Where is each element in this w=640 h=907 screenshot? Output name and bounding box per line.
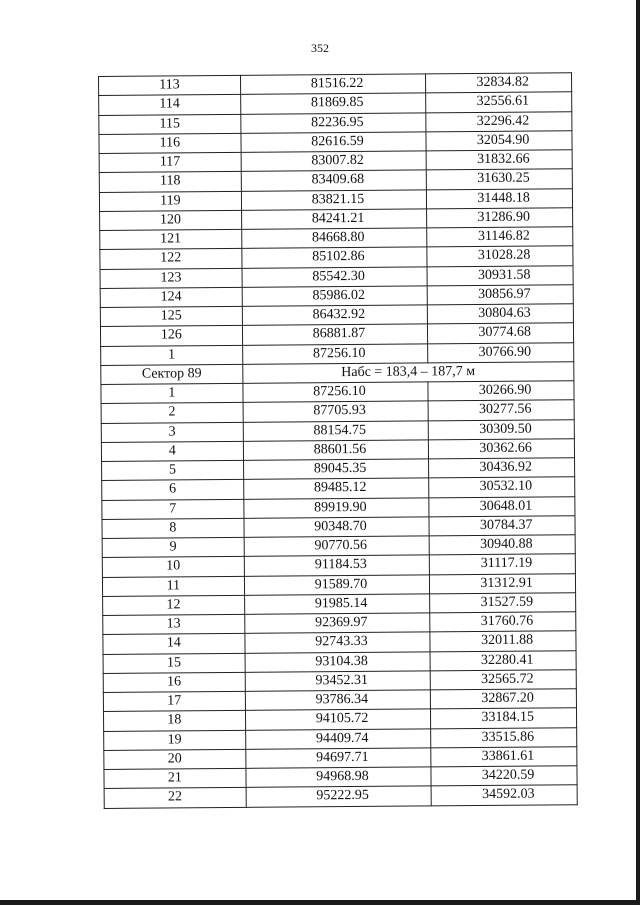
y-coordinate-cell: 32280.41 [430, 650, 576, 670]
x-coordinate-cell: 93786.34 [245, 690, 431, 711]
y-coordinate-cell: 30931.58 [427, 265, 573, 285]
x-coordinate-cell: 85542.30 [242, 266, 428, 287]
point-number-cell: 16 [103, 672, 245, 692]
x-coordinate-cell: 93452.31 [245, 671, 431, 692]
y-coordinate-cell: 30309.50 [428, 419, 574, 439]
y-coordinate-cell: 33515.86 [431, 727, 577, 747]
point-number-cell: 17 [103, 691, 245, 711]
x-coordinate-cell: 89485.12 [243, 478, 429, 499]
y-coordinate-cell: 30362.66 [429, 439, 575, 459]
point-number-cell: 8 [102, 518, 244, 538]
x-coordinate-cell: 92369.97 [244, 613, 430, 634]
point-number-cell: 122 [100, 249, 242, 269]
x-coordinate-cell: 89919.90 [244, 497, 430, 518]
x-coordinate-cell: 94105.72 [245, 709, 431, 730]
table-row [104, 785, 577, 808]
sector-label: Сектор 89 [101, 364, 243, 384]
point-number-cell: 123 [100, 268, 242, 288]
point-number-cell: 121 [100, 229, 242, 249]
point-number-cell: 2 [101, 403, 243, 423]
y-coordinate-cell: 30277.56 [428, 400, 574, 420]
point-number-cell: 5 [102, 460, 244, 480]
point-number-cell: 116 [99, 133, 241, 153]
point-number-cell: 114 [99, 95, 241, 115]
x-coordinate-cell: 91985.14 [244, 594, 430, 615]
y-coordinate-cell: 31760.76 [430, 612, 576, 632]
x-coordinate-cell: 95222.95 [246, 786, 432, 807]
table-body-top [99, 73, 574, 365]
point-number-cell: 117 [99, 152, 241, 172]
point-number-cell: 18 [103, 711, 245, 731]
x-coordinate-cell: 83821.15 [241, 189, 427, 210]
x-coordinate-cell: 87705.93 [243, 401, 429, 422]
x-coordinate-cell: 88154.75 [243, 420, 429, 441]
point-number-cell: 115 [99, 114, 241, 134]
y-coordinate-cell: 32834.82 [426, 73, 572, 93]
point-number-cell: 20 [104, 749, 246, 769]
point-number-cell: 1 [101, 383, 243, 403]
x-coordinate-cell: 90770.56 [244, 536, 430, 557]
y-coordinate-cell: 32011.88 [430, 631, 576, 651]
x-coordinate-cell: 84668.80 [241, 228, 427, 249]
y-coordinate-cell: 30266.90 [428, 381, 574, 401]
x-coordinate-cell: 91184.53 [244, 555, 430, 576]
y-coordinate-cell: 31312.91 [430, 573, 576, 593]
y-coordinate-cell: 32054.90 [426, 131, 572, 151]
y-coordinate-cell: 31286.90 [427, 208, 573, 228]
point-number-cell: 119 [99, 191, 241, 211]
point-number-cell: 1 [101, 345, 243, 365]
x-coordinate-cell: 93104.38 [245, 651, 431, 672]
y-coordinate-cell: 30648.01 [429, 496, 575, 516]
x-coordinate-cell: 94409.74 [245, 728, 431, 749]
point-number-cell: 14 [103, 634, 245, 654]
x-coordinate-cell: 81869.85 [240, 93, 426, 114]
x-coordinate-cell: 90348.70 [244, 517, 430, 538]
y-coordinate-cell: 31527.59 [430, 593, 576, 613]
y-coordinate-cell: 34220.59 [431, 766, 577, 786]
point-number-cell: 125 [100, 306, 242, 326]
x-coordinate-cell: 87256.10 [242, 343, 428, 364]
y-coordinate-cell: 31832.66 [426, 150, 572, 170]
x-coordinate-cell: 91589.70 [244, 574, 430, 595]
x-coordinate-cell: 82616.59 [241, 132, 427, 153]
point-number-cell: 126 [100, 326, 242, 346]
sector-height-range: Набс = 183,4 – 187,7 м [242, 362, 573, 384]
y-coordinate-cell: 31117.19 [430, 554, 576, 574]
y-coordinate-cell: 30774.68 [428, 323, 574, 343]
y-coordinate-cell: 32296.42 [426, 111, 572, 131]
point-number-cell: 4 [101, 441, 243, 461]
point-number-cell: 11 [102, 576, 244, 596]
point-number-cell: 21 [104, 768, 246, 788]
point-number-cell: 7 [102, 499, 244, 519]
y-coordinate-cell: 32565.72 [430, 670, 576, 690]
y-coordinate-cell: 33861.61 [431, 747, 577, 767]
x-coordinate-cell: 86432.92 [242, 305, 428, 326]
point-number-cell: 10 [102, 557, 244, 577]
x-coordinate-cell: 94697.71 [245, 748, 431, 769]
y-coordinate-cell: 30766.90 [428, 342, 574, 362]
x-coordinate-cell: 85986.02 [242, 286, 428, 307]
page-number: 352 [311, 41, 329, 55]
y-coordinate-cell: 31028.28 [427, 246, 573, 266]
y-coordinate-cell: 30804.63 [428, 304, 574, 324]
point-number-cell: 118 [99, 172, 241, 192]
point-number-cell: 124 [100, 287, 242, 307]
x-coordinate-cell: 82236.95 [241, 112, 427, 133]
point-number-cell: 15 [103, 653, 245, 673]
table-body-bottom [101, 381, 577, 808]
x-coordinate-cell: 84241.21 [241, 209, 427, 230]
point-number-cell: 120 [100, 210, 242, 230]
x-coordinate-cell: 88601.56 [243, 440, 429, 461]
x-coordinate-cell: 94968.98 [246, 767, 432, 788]
x-coordinate-cell: 85102.86 [242, 247, 428, 268]
x-coordinate-cell: 83409.68 [241, 170, 427, 191]
y-coordinate-cell: 30532.10 [429, 477, 575, 497]
point-number-cell: 22 [104, 788, 246, 808]
y-coordinate-cell: 32867.20 [431, 689, 577, 709]
x-coordinate-cell: 89045.35 [243, 459, 429, 480]
point-number-cell: 13 [103, 614, 245, 634]
x-coordinate-cell: 92743.33 [245, 632, 431, 653]
point-number-cell: 3 [101, 422, 243, 442]
y-coordinate-cell: 30784.37 [429, 516, 575, 536]
y-coordinate-cell: 32556.61 [426, 92, 572, 112]
y-coordinate-cell: 33184.15 [431, 708, 577, 728]
x-coordinate-cell: 81516.22 [240, 74, 426, 95]
y-coordinate-cell: 30436.92 [429, 458, 575, 478]
y-coordinate-cell: 31448.18 [427, 188, 573, 208]
point-number-cell: 19 [104, 730, 246, 750]
y-coordinate-cell: 31630.25 [427, 169, 573, 189]
point-number-cell: 113 [99, 75, 241, 95]
y-coordinate-cell: 31146.82 [427, 227, 573, 247]
point-number-cell: 12 [103, 595, 245, 615]
x-coordinate-cell: 87256.10 [243, 382, 429, 403]
x-coordinate-cell: 83007.82 [241, 151, 427, 172]
x-coordinate-cell: 86881.87 [242, 324, 428, 345]
y-coordinate-cell: 30940.88 [429, 535, 575, 555]
point-number-cell: 9 [102, 537, 244, 557]
y-coordinate-cell: 30856.97 [427, 285, 573, 305]
point-number-cell: 6 [102, 480, 244, 500]
coordinates-table [98, 72, 578, 808]
y-coordinate-cell: 34592.03 [431, 785, 577, 805]
